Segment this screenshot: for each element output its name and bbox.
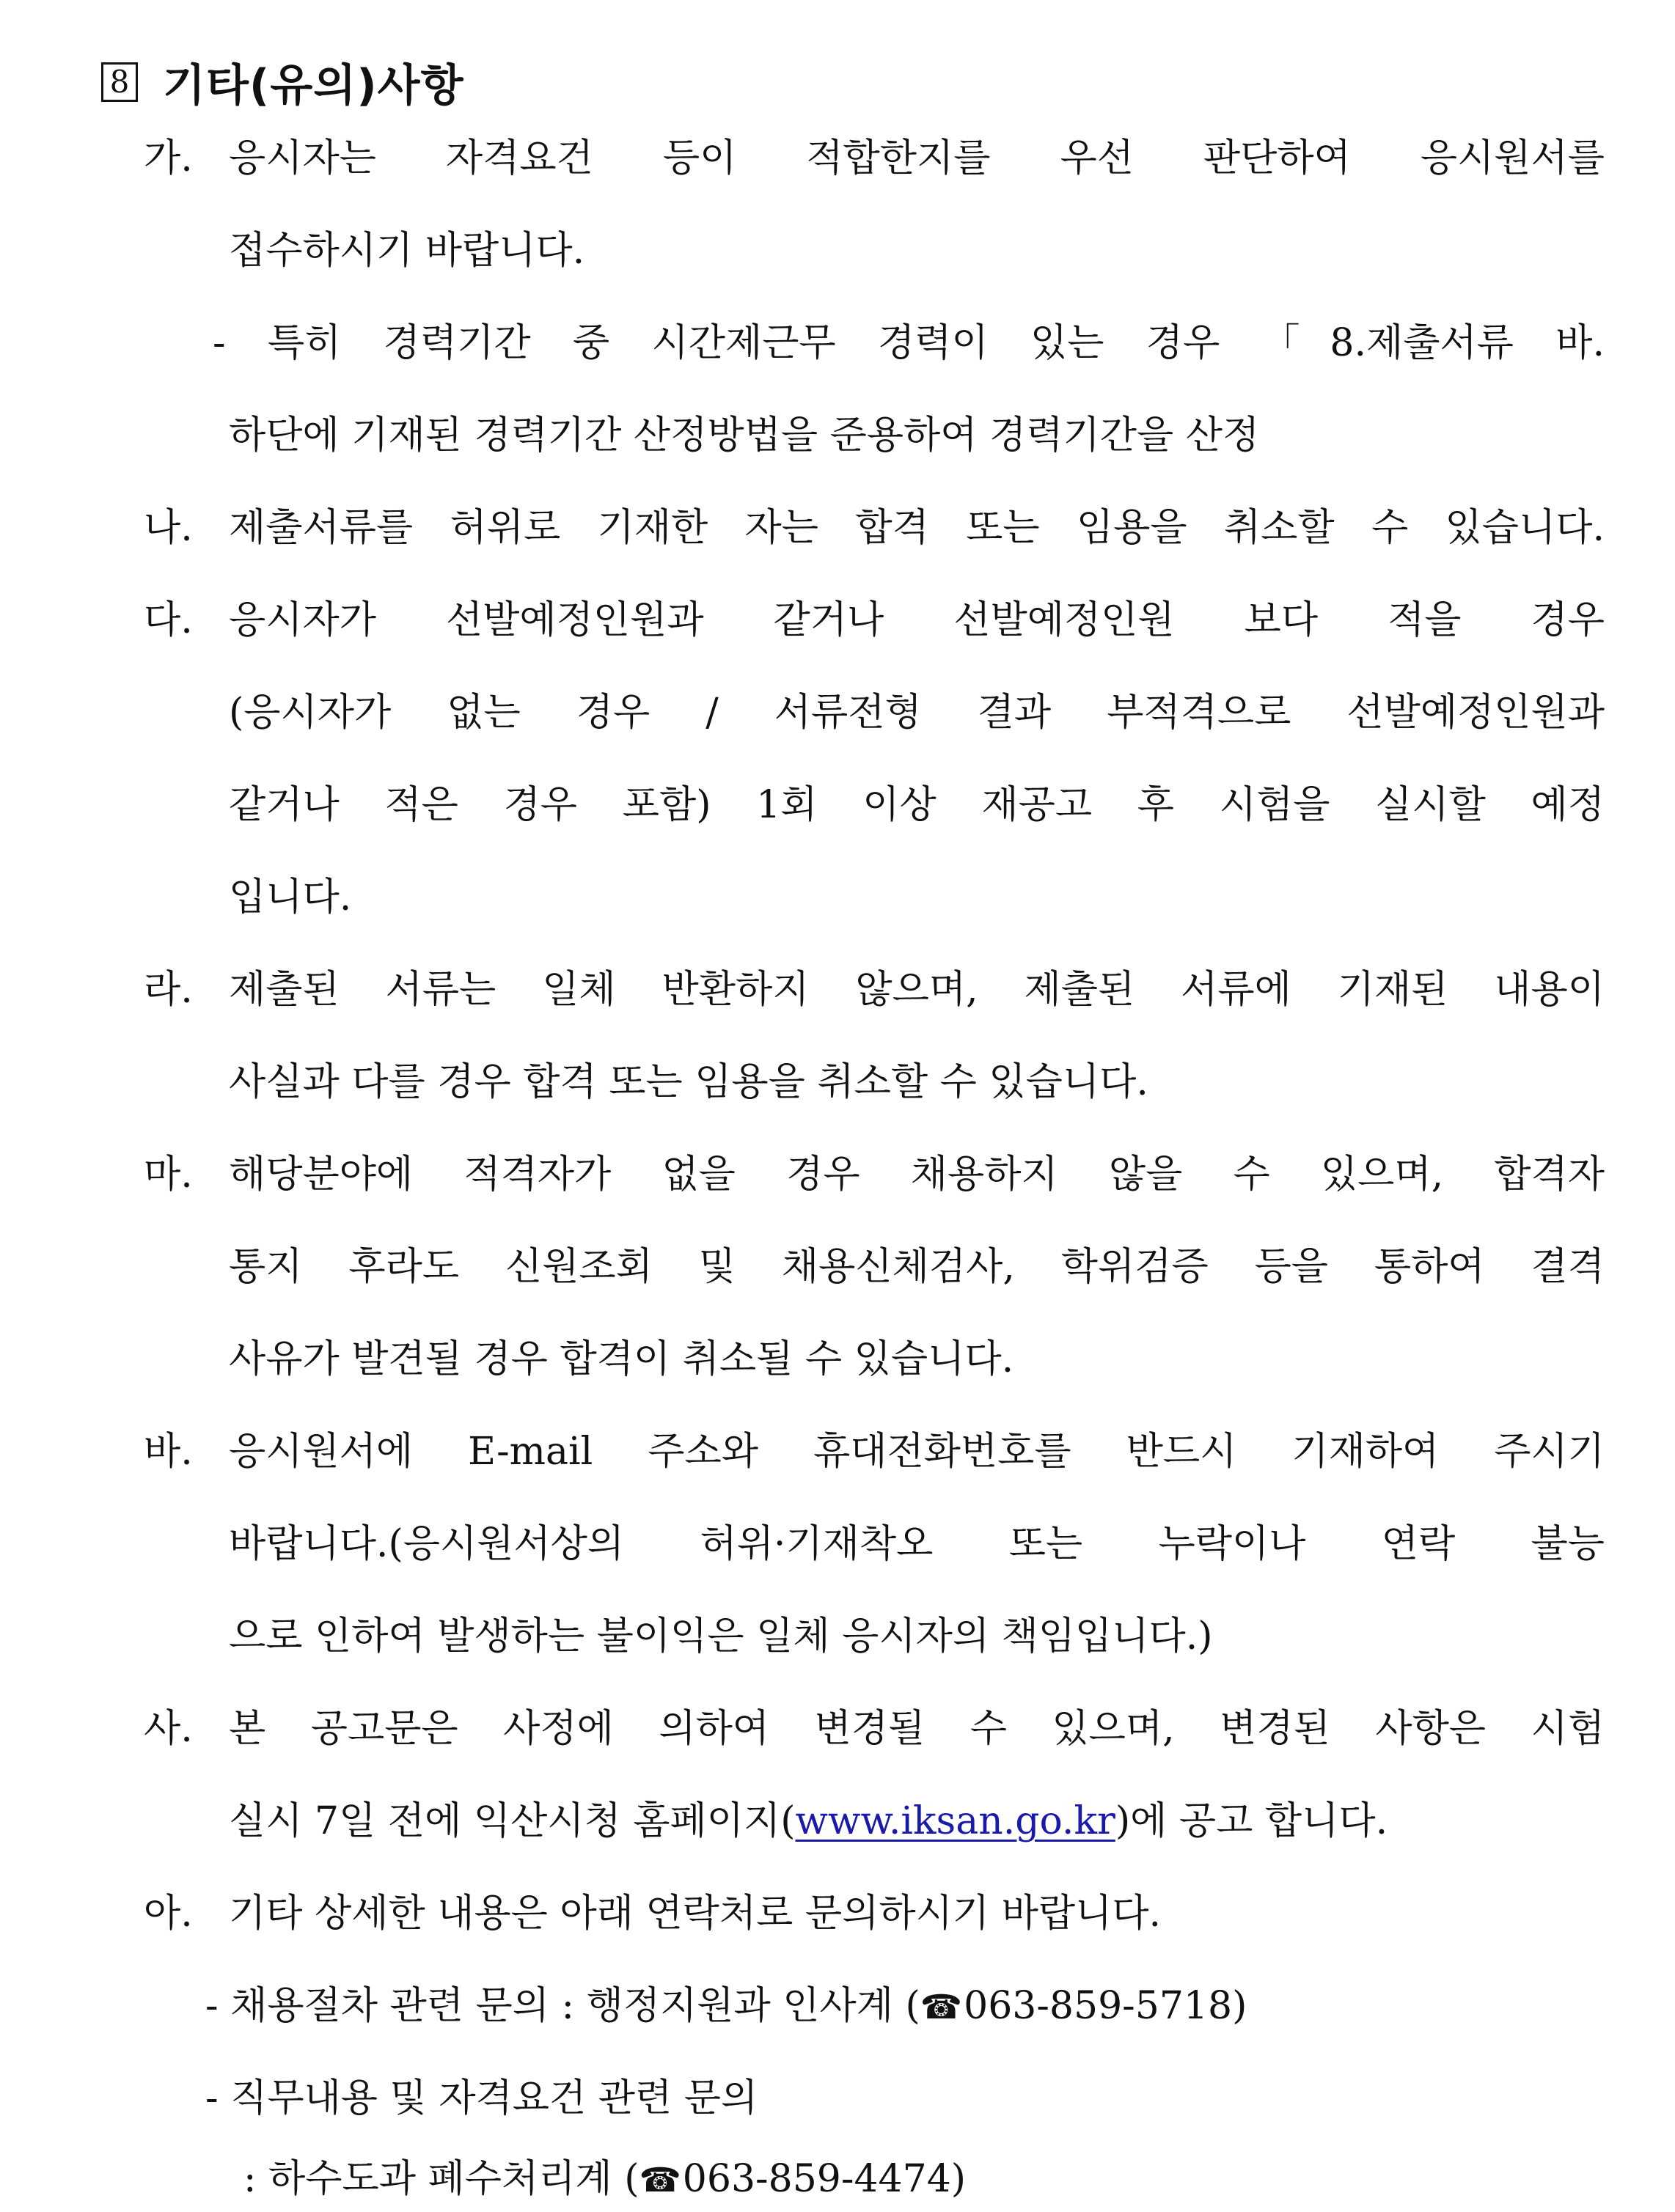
item-sa-line-1: 본 공고문은 사정에 의하여 변경될 수 있으며, 변경된 사항은 시험 (229, 1707, 1605, 1751)
item-label-na: 나. (144, 506, 193, 550)
item-ba-line-1: 응시원서에 E-mail 주소와 휴대전화번호를 반드시 기재하여 주시기 (229, 1430, 1605, 1474)
section-header (101, 45, 464, 119)
item-ra-line-1: 제출된 서류는 일체 반환하지 않으며, 제출된 서류에 기재된 내용이 (229, 968, 1605, 1012)
item-ga-line-2: 접수하시기 바랍니다. (229, 229, 585, 273)
item-ga-sub-2: 하단에 기재된 경력기간 산정방법을 준용하여 경력기간을 산정 (229, 414, 1260, 458)
contact-sewer (243, 2150, 966, 2208)
item-sa-line-2-post: )에 공고 합니다. (1115, 1799, 1388, 1843)
item-da-line-3: 같거나 적은 경우 포함) 1회 이상 재공고 후 시험을 실시할 예정 (229, 783, 1605, 827)
phone-icon: ☎ (639, 2160, 681, 2200)
item-label-ga: 가. (144, 136, 193, 180)
item-da-line-4: 입니다. (229, 875, 352, 919)
contact-sewer-text: : 하수도과 폐수처리계 ( (243, 2157, 639, 2201)
item-label-ma: 마. (144, 1153, 193, 1197)
item-sa-line-2 (229, 1792, 1388, 1851)
phone-icon: ☎ (920, 1987, 963, 2027)
item-ma-line-1: 해당분야에 적격자가 없을 경우 채용하지 않을 수 있으며, 합격자 (229, 1153, 1605, 1197)
section-title: 기타(유의)사항 (163, 60, 464, 111)
contact-sewer-close: ) (950, 2157, 967, 2201)
item-ra-line-2: 사실과 다를 경우 합격 또는 임용을 취소할 수 있습니다. (229, 1060, 1148, 1104)
item-label-a: 아. (144, 1892, 193, 1936)
item-a-line-1: 기타 상세한 내용은 아래 연락처로 문의하시기 바랍니다. (229, 1892, 1162, 1936)
item-ba-line-3: 으로 인하여 발생하는 불이익은 일체 응시자의 책임입니다.) (229, 1614, 1213, 1658)
item-da-line-2: (응시자가 없는 경우 / 서류전형 결과 부적격으로 선발예정인원과 (229, 691, 1605, 735)
item-sa-line-2-pre: 실시 7일 전에 익산시청 홈페이지( (229, 1799, 796, 1843)
contact-hr-phone: 063-859-5718 (964, 1984, 1233, 2028)
item-ga-sub-1: - 특히 경력기간 중 시간제근무 경력이 있는 경우 「8.제출서류 바. (213, 321, 1605, 365)
item-label-da: 다. (144, 598, 193, 642)
contact-hr-text: - 채용절차 관련 문의 : 행정지원과 인사계 ( (205, 1984, 920, 2028)
item-label-sa: 사. (144, 1707, 193, 1751)
item-ma-line-2: 통지 후라도 신원조회 및 채용신체검사, 학위검증 등을 통하여 결격 (229, 1245, 1605, 1289)
item-da-line-1: 응시자가 선발예정인원과 같거나 선발예정인원 보다 적을 경우 (229, 598, 1605, 642)
item-ma-line-3: 사유가 발견될 경우 합격이 취소될 수 있습니다. (229, 1337, 1014, 1381)
item-na-line-1: 제출서류를 허위로 기재한 자는 합격 또는 임용을 취소할 수 있습니다. (229, 506, 1605, 550)
item-label-ra: 라. (144, 968, 193, 1012)
contact-sewer-phone: 063-859-4474 (682, 2157, 951, 2201)
section-number: 8 (101, 62, 138, 102)
iksan-homepage-link[interactable]: www.iksan.go.kr (795, 1799, 1115, 1843)
contact-duty-label: - 직무내용 및 자격요건 관련 문의 (205, 2076, 758, 2120)
contact-hr (205, 1977, 1247, 2035)
item-ba-line-2: 바랍니다.(응시원서상의 허위·기재착오 또는 누락이나 연락 불능 (229, 1522, 1605, 1566)
item-label-ba: 바. (144, 1430, 193, 1474)
item-ga-line-1: 응시자는 자격요건 등이 적합한지를 우선 판단하여 응시원서를 (229, 136, 1605, 180)
contact-hr-close: ) (1232, 1984, 1247, 2028)
